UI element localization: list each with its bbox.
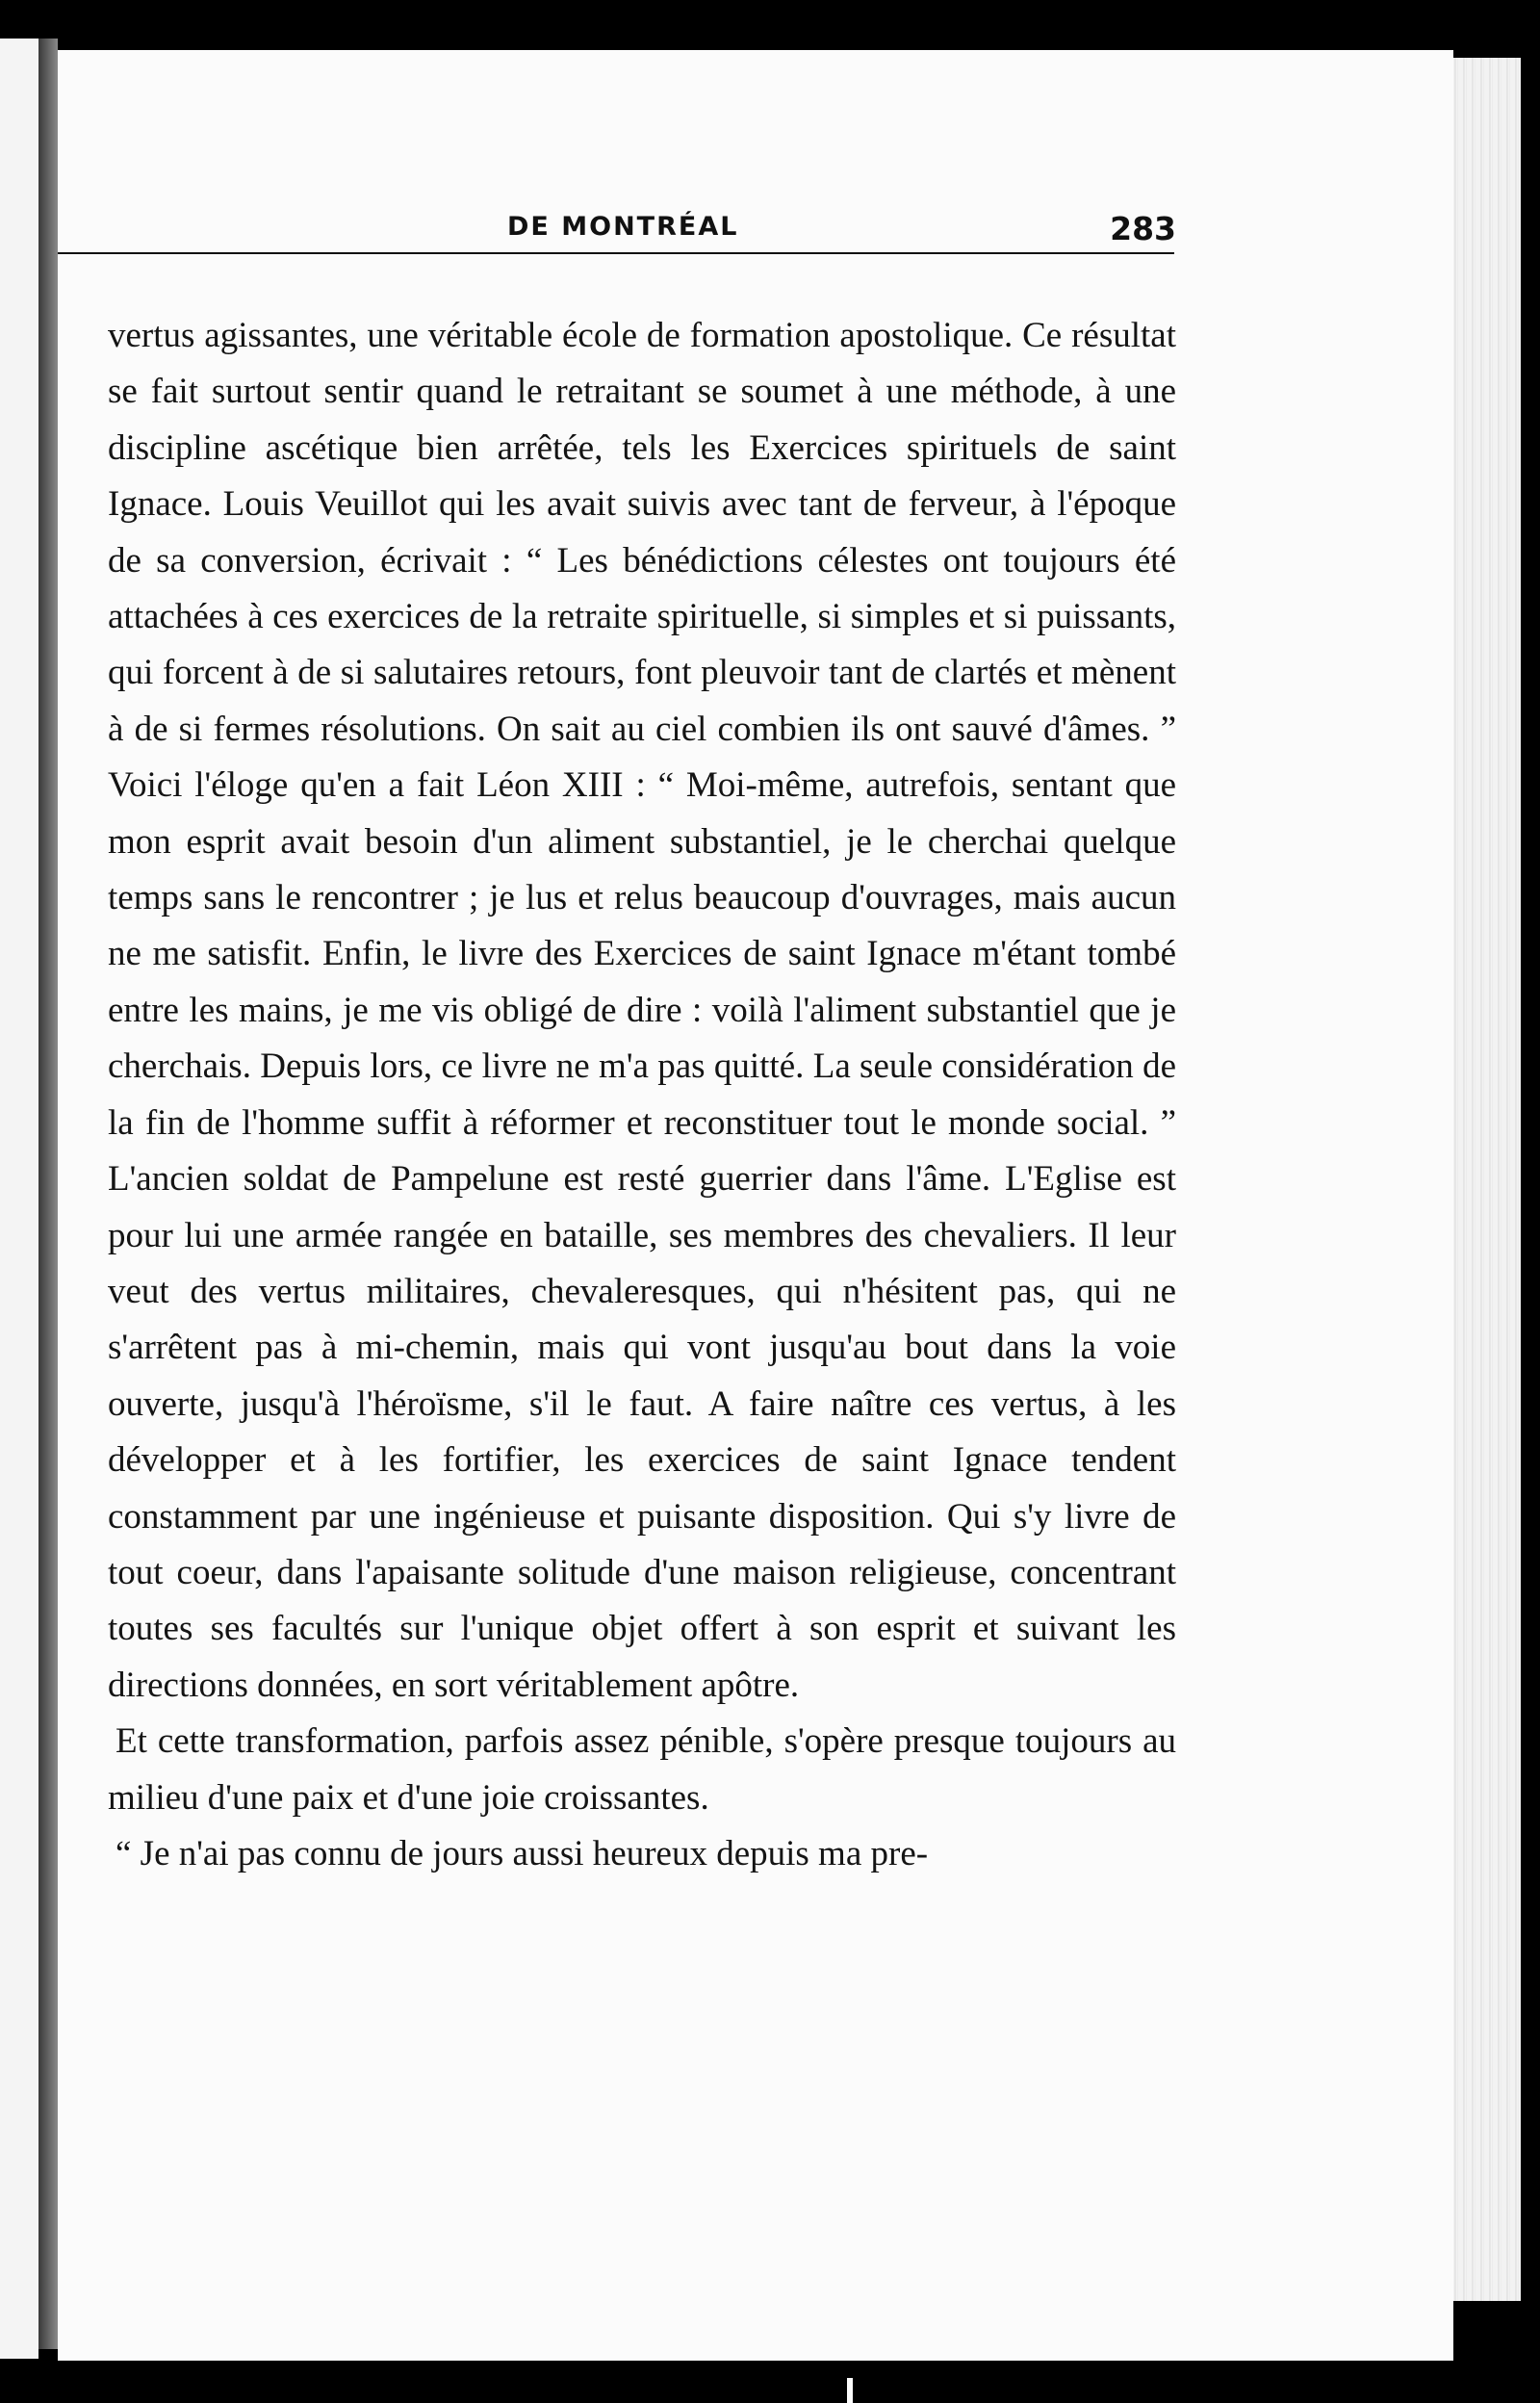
body-text [108,308,1176,2185]
header-rule [58,252,1174,254]
paragraph: “ Je n'ai pas connu de jours aussi heureux depuis ma pre- [116,1833,929,1873]
facing-page-edge [0,39,38,2359]
scan-artifact-mark [847,2378,853,2403]
running-head: DE MONTRÉAL [507,212,739,242]
page-header [60,154,1176,247]
page-number: 283 [1110,210,1176,247]
paragraph: vertus agissantes, une véritable école de formation apostolique. Ce résultat se fait surtout sentir quand le retraitant se soumet à une méthode, à une discipline ascétique bien arrêtée, tels les Exercices spirituels de saint Ignace. Louis Veuillot qui les avait suivis avec tant de ferveur, à l'époque de sa conversion, écrivait : “ Les bénédictions célestes ont toujours été attachées à ces exercices de la retraite spirituelle, si simples et si puissants, qui forcent à de si salutaires retours, font pleuvoir tant de clartés et mènent à de si fermes résolutions. On sait au ciel combien ils ont sauvé d'âmes. ” Voici l'éloge qu'en a fait Léon XIII : “ Moi-même, autrefois, sentant que mon esprit avait besoin d'un aliment substantiel, je le cherchai quelque temps sans le rencontrer ; je lus et relus beaucoup d'ouvrages, mais aucun ne me satisfit. Enfin, le livre des Exercices de saint Ignace m'étant tombé entre les mains, je me vis obligé de dire : voilà l'aliment substantiel que je cherchais. Depuis lors, ce livre ne m'a pas quitté. La seule considération de la fin de l'homme suffit à réformer et reconstituer tout le monde social. ” L'ancien soldat de Pampelune est resté guerrier dans l'âme. L'Eglise est pour lui une armée rangée en bataille, ses membres des chevaliers. Il leur veut des vertus militaires, chevaleresques, qui n'hésitent pas, qui ne s'arrêtent pas à mi-chemin, mais qui vont jusqu'au bout dans la voie ouverte, jusqu'à l'héroïsme, s'il le faut. A faire naître ces vertus, à les développer et à les fortifier, les exercices de saint Ignace tendent constamment par une ingénieuse et puisante disposition. Qui s'y livre de tout coeur, dans l'apaisante solitude d'une maison religieuse, concentrant toutes ses facultés sur l'unique objet offert à son esprit et suivant les directions données, en sort véritablement apôtre. [108,316,1176,1705]
paragraph: Et cette transformation, parfois assez pénible, s'opère presque toujours au milieu d'une paix et d'une joie croissantes. [108,1721,1176,1818]
book-spine-shadow [38,39,58,2349]
